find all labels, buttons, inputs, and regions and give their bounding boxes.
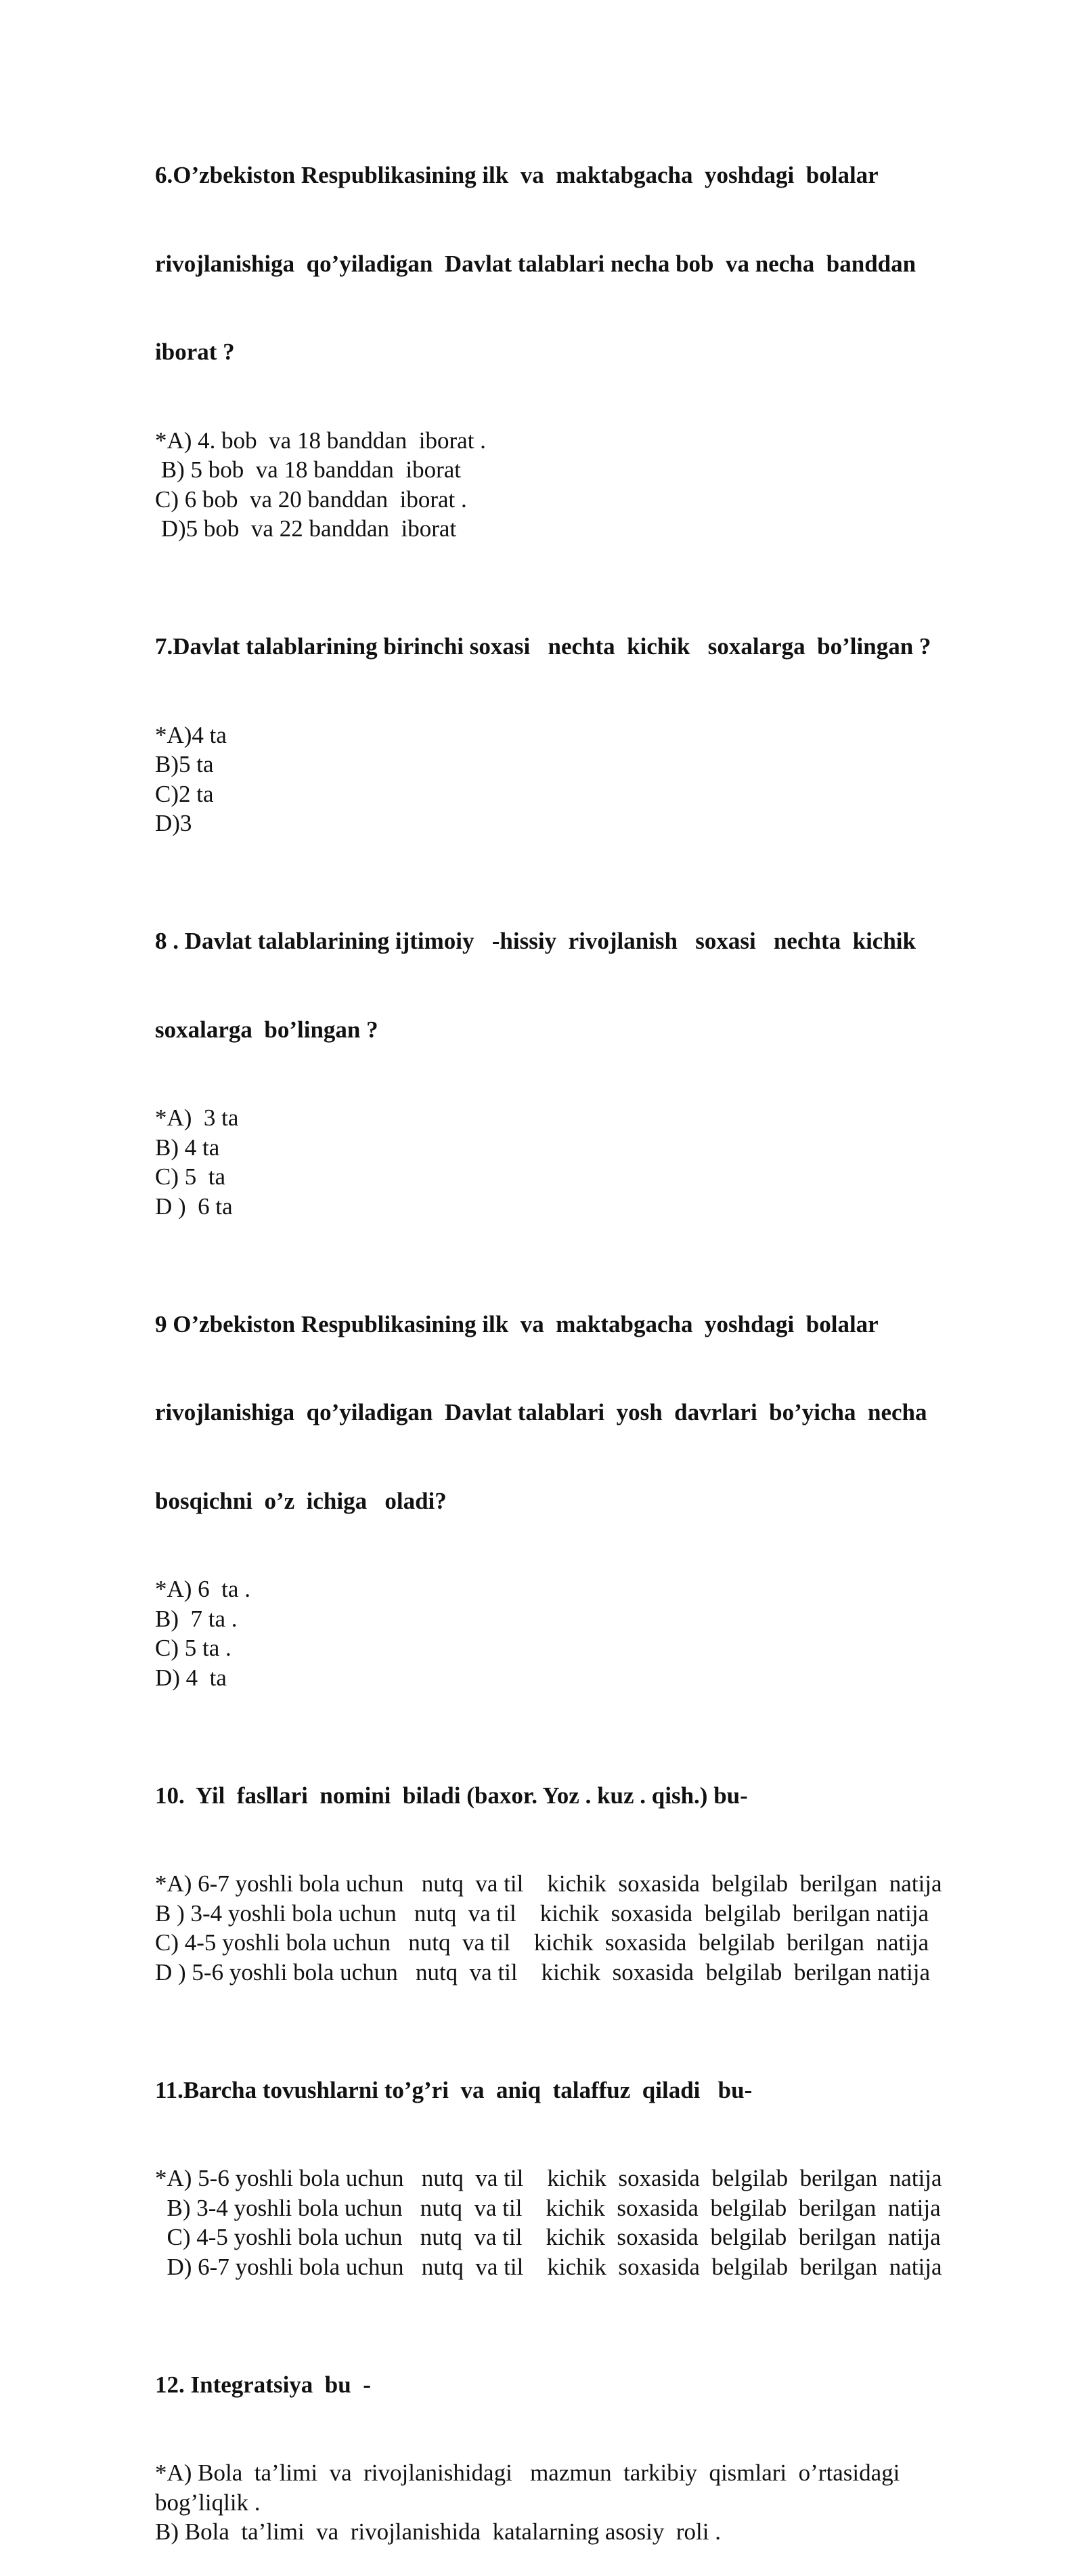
question-line: soxalarga bo’lingan ? xyxy=(155,1016,378,1043)
answer-option: B ) 3-4 yoshli bola uchun nutq va til kichik soxasida belgilab berilgan natija xyxy=(155,1899,929,1927)
question-text xyxy=(155,2311,1035,2459)
answer-option: *A) Bola ta’limi va rivojlanishidagi mazmun tarkibiy qismlari o’rtasidagi xyxy=(155,2460,900,2486)
answer-option: D)3 xyxy=(155,810,192,836)
answer-option: *A) 4. bob va 18 banddan iborat . xyxy=(155,427,486,454)
question-text xyxy=(155,2017,1035,2164)
question-text xyxy=(155,573,1035,721)
question-line: iborat ? xyxy=(155,339,235,365)
question-line: 8 . Davlat talablarining ijtimoiy -hissiy rivojlanish soxasi nechta kichik xyxy=(155,928,916,954)
question-10 xyxy=(155,1722,1035,1988)
answer-option: C) 6 bob va 20 banddan iborat . xyxy=(155,486,467,513)
question-8 xyxy=(155,867,1035,1221)
question-line: 7.Davlat talablarining birinchi soxasi nechta kichik soxalarga bo’lingan ? xyxy=(155,633,931,660)
question-7 xyxy=(155,573,1035,838)
question-text xyxy=(155,867,1035,1103)
answer-option: D)5 bob va 22 banddan iborat xyxy=(155,515,457,542)
question-6 xyxy=(155,102,1035,544)
answer-option: B) 4 ta xyxy=(155,1134,220,1161)
question-9 xyxy=(155,1251,1035,1693)
answer-option: C)2 ta xyxy=(155,780,214,807)
answer-option: B) 5 bob va 18 banddan iborat xyxy=(155,456,461,483)
answer-option: B) 7 ta . xyxy=(155,1605,238,1632)
answer-option: D ) 6 ta xyxy=(155,1193,233,1220)
answer-option: B) Bola ta’limi va rivojlanishida katalarning asosiy roli . xyxy=(155,2518,721,2545)
answer-option: *A) 3 ta xyxy=(155,1104,239,1131)
question-line: rivojlanishiga qo’yiladigan Davlat talablari necha bob va necha banddan xyxy=(155,250,916,277)
answer-option: *A) 6-7 yoshli bola uchun nutq va til kichik soxasida belgilab berilgan natija xyxy=(155,1870,942,1897)
question-text xyxy=(155,1722,1035,1870)
answer-option: C) 5 ta xyxy=(155,1163,226,1190)
question-line: 6.O’zbekiston Respublikasining ilk va maktabgacha yoshdagi bolalar xyxy=(155,162,879,188)
question-line: 11.Barcha tovushlarni to’g’ri va aniq talaffuz qiladi bu- xyxy=(155,2076,753,2103)
question-text xyxy=(155,1251,1035,1575)
answer-option: C) 4-5 yoshli bola uchun nutq va til kichik soxasida belgilab berilgan natija xyxy=(155,1929,929,1956)
answer-option: C) 5 ta . xyxy=(155,1635,231,1661)
answer-option: bog’liqlik . xyxy=(155,2489,261,2516)
answer-option: D ) 5-6 yoshli bola uchun nutq va til kichik soxasida belgilab berilgan natija xyxy=(155,1958,931,1985)
question-11 xyxy=(155,2017,1035,2282)
answer-option: *A)4 ta xyxy=(155,721,227,748)
answer-option: *A) 5-6 yoshli bola uchun nutq va til kichik soxasida belgilab berilgan natija xyxy=(155,2165,942,2191)
question-line: 10. Yil fasllari nomini biladi (baxor. Yoz . kuz . qish.) bu- xyxy=(155,1782,748,1809)
answer-option: C) 4-5 yoshli bola uchun nutq va til kichik soxasida belgilab berilgan natija xyxy=(155,2224,941,2250)
question-line: bosqichni o’z ichiga oladi? xyxy=(155,1487,447,1514)
test-questions xyxy=(155,102,1035,2576)
answer-option: B) 3-4 yoshli bola uchun nutq va til kichik soxasida belgilab berilgan natija xyxy=(155,2194,941,2221)
question-line: 12. Integratsiya bu - xyxy=(155,2371,371,2398)
question-line: 9 O’zbekiston Respublikasining ilk va maktabgacha yoshdagi bolalar xyxy=(155,1310,879,1337)
question-text xyxy=(155,102,1035,426)
answer-option: B)5 ta xyxy=(155,751,214,777)
answer-option: *A) 6 ta . xyxy=(155,1576,250,1602)
answer-option: D) 4 ta xyxy=(155,1664,227,1691)
answer-option: D) 6-7 yoshli bola uchun nutq va til kichik soxasida belgilab berilgan natija xyxy=(155,2253,942,2280)
question-12 xyxy=(155,2311,1035,2547)
question-line: rivojlanishiga qo’yiladigan Davlat talablari yosh davrlari bo’yicha necha xyxy=(155,1399,927,1425)
